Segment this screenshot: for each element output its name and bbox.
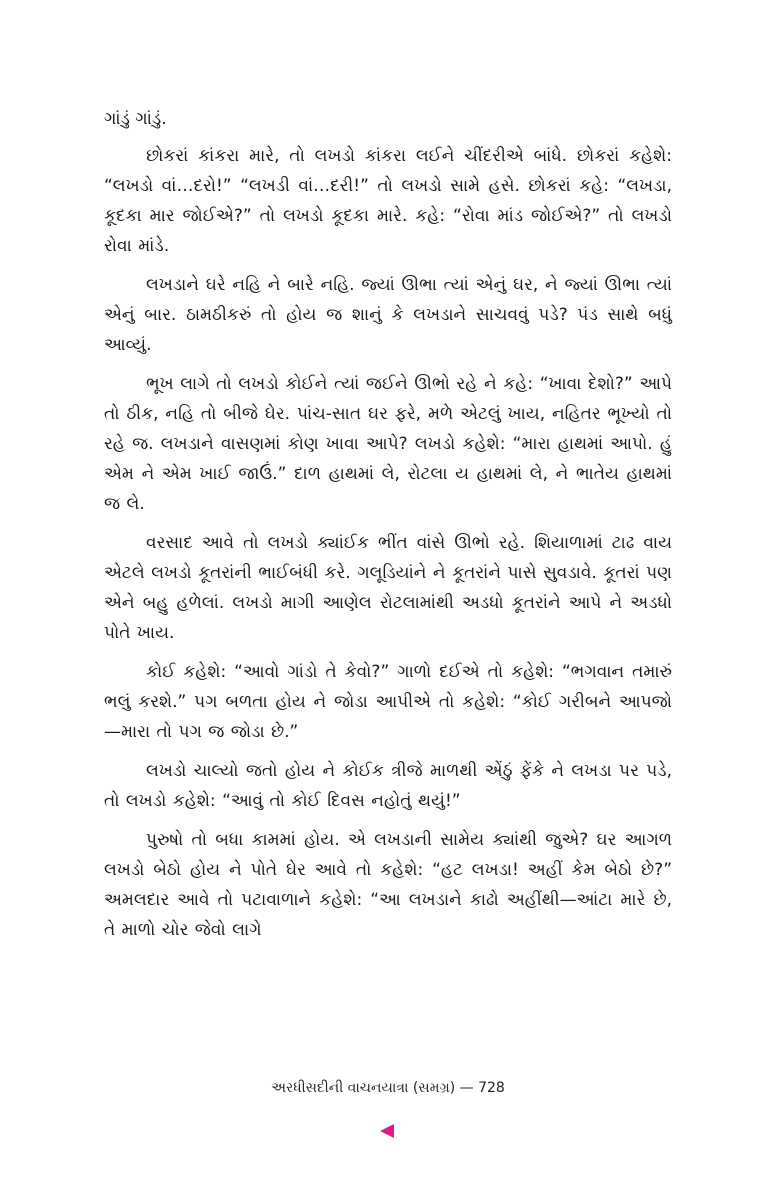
paragraph: વરસાદ આવે તો લખડો ક્યાંઈક ભીંત વાંસે ઊભો રહે. શિયાળામાં ટાઢ વાય એટલે લખડો કૂતરાંની ભાઈબંધી કરે. ગલૂડિયાંને ને કૂતરાંને પાસે સુવડાવે. કૂતરાં પણ એને બહુ હળેલાં. લખડો માગી આણેલ રોટલામાંથી અડધો કૂતરાંને આપે ને અડધો પોતે ખાય. (104, 533, 672, 643)
page-body (104, 104, 672, 954)
paragraph: કોઈ કહેશે: “આવો ગાંડો તે કેવો?” ગાળો દઈએ તો કહેશે: “ભગવાન તમારું ભલું કરશે.” પગ બળતા હોય ને જોડા આપીએ તો કહેશે: “કોઈ ગરીબને આપજો—મારા તો પગ જ જોડા છે.” (104, 662, 672, 742)
paragraph-continuation: ગાંડું ગાંડું. (104, 109, 167, 129)
paragraph: લખડો ચાલ્યો જતો હોય ને કોઈક ત્રીજે માળથી એંઠું ફેંકે ને લખડા પર પડે, તો લખડો કહેશે: “આવું તો કોઈ દિવસ નહોતું થયું!” (104, 761, 672, 811)
triangle-left-icon[interactable] (380, 1124, 394, 1138)
paragraph: ભૂખ લાગે તો લખડો કોઈને ત્યાં જઈને ઊભો રહે ને કહે: “ખાવા દેશો?” આપે તો ઠીક, નહિ તો બીજે ઘેર. પાંચ-સાત ઘર ફરે, મળે એટલું ખાય, નહિતર ભૂખ્યો તો રહે જ. લખડાને વાસણમાં કોણ ખાવા આપે? લખડો કહેશે: “મારા હાથમાં આપો. હું એમ ને એમ ખાઈ જાઉં.” દાળ હાથમાં લે, રોટલા ય હાથમાં લે, ને ભાતેય હાથમાં જ લે. (104, 374, 672, 514)
page-footer: અરધીસદીની વાચનયાત્રા (સમગ્ર) — 728 (271, 1080, 505, 1096)
paragraph: છોકરાં કાંકરા મારે, તો લખડો કાંકરા લઈને ચીંદરીએ બાંધે. છોકરાં કહેશે: “લખડો વાં…દરો!” “લખડી વાં…દરી!” તો લખડો સામે હસે. છોકરાં કહે: “લખડા, કૂદકા માર જોઈએ?” તો લખડો કૂદકા મારે. કહે: “રોવા માંડ જોઈએ?” તો લખડો રોવા માંડે. (104, 146, 672, 256)
paragraph: પુરુષો તો બધા કામમાં હોય. એ લખડાની સામેય ક્યાંથી જુએ? ઘર આગળ લખડો બેઠો હોય ને પોતે ઘેર આવે તો કહેશે: “હટ લખડા! અહીં કેમ બેઠો છે?” અમલદાર આવે તો પટાવાળાને કહેશે: “આ લખડાને કાઢો અહીંથી—આંટા મારે છે, તે માળો ચોર જેવો લાગે (104, 830, 672, 940)
paragraph: લખડાને ઘરે નહિ ને બારે નહિ. જ્યાં ઊભા ત્યાં એનું ઘર, ને જ્યાં ઊભા ત્યાં એનું બાર. ઠામઠીકરું તો હોય જ શાનું કે લખડાને સાચવવું પડે? પંડ સાથે બધું આવ્યું. (104, 275, 672, 355)
